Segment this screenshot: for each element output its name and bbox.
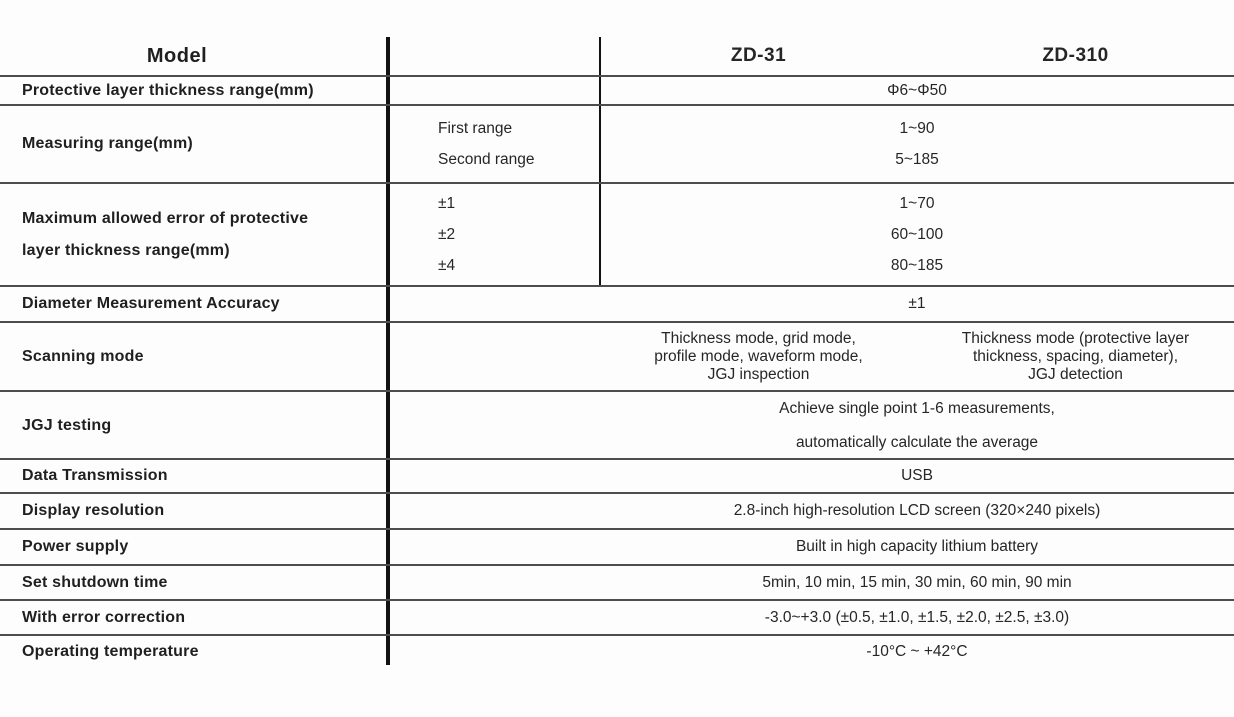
row-label-cell — [0, 77, 388, 104]
sub-label: First range — [438, 120, 513, 137]
row-label-cell — [0, 601, 388, 634]
spec-value: 1~90 — [899, 120, 935, 137]
spec-value: 5~185 — [895, 151, 939, 168]
row-label: Protective layer thickness range(mm) — [22, 81, 314, 99]
table-row-error-correction — [0, 599, 1234, 634]
row-value-cell — [600, 566, 1234, 599]
row-label-cell — [0, 287, 388, 321]
header-model-label: Model — [146, 44, 208, 67]
spec-value: 2.8-inch high-resolution LCD screen (320×240 pixels) — [733, 502, 1101, 519]
row-label-cell — [0, 460, 388, 492]
table-row-measuring — [0, 104, 1234, 182]
row-label: Measuring range(mm) — [22, 135, 193, 152]
row-sub-cell — [388, 106, 600, 182]
row-label: Operating temperature — [22, 643, 199, 660]
spec-value: 5min, 10 min, 15 min, 30 min, 60 min, 90 min — [762, 573, 1072, 591]
spec-value: 60~100 — [890, 226, 944, 243]
row-value-cell — [600, 530, 1234, 564]
row-value-cell — [600, 323, 1234, 390]
row-value-cell — [600, 287, 1234, 321]
table-header-row — [0, 37, 1234, 75]
row-value-cell — [600, 106, 1234, 182]
row-label: Diameter Measurement Accuracy — [22, 295, 280, 312]
sub-label: Second range — [438, 151, 535, 168]
spec-value: automatically calculate the average — [795, 434, 1039, 451]
table-row-protective — [0, 75, 1234, 104]
row-label: JGJ testing — [22, 417, 112, 434]
spec-value-zd31: Thickness mode, grid mode, profile mode, waveform mode, JGJ inspection — [654, 329, 863, 383]
spec-table — [0, 37, 1234, 668]
row-value-cell — [600, 636, 1234, 668]
table-row-power — [0, 528, 1234, 564]
spec-value: Built in high capacity lithium battery — [795, 538, 1039, 555]
row-label-cell — [0, 494, 388, 528]
row-label: Display resolution — [22, 502, 165, 519]
row-label: Data Transmission — [22, 467, 168, 484]
row-label: With error correction — [22, 608, 186, 626]
spec-value: Φ6~Φ50 — [887, 81, 947, 99]
header-models-cell — [600, 37, 1234, 75]
spec-value-zd310: Thickness mode (protective layer thickness, spacing, diameter), JGJ detection — [961, 329, 1190, 383]
row-value-cell — [600, 494, 1234, 528]
header-empty-cell — [388, 37, 600, 75]
spec-value: 1~70 — [899, 195, 935, 212]
table-row-max-error — [0, 182, 1234, 285]
row-label-cell — [0, 323, 388, 390]
table-row-operating-temp — [0, 634, 1234, 668]
row-value-cell — [600, 77, 1234, 104]
spec-value: -10°C ~ +42°C — [866, 643, 968, 660]
sub-label: ±2 — [438, 226, 456, 243]
spec-value: USB — [901, 467, 933, 484]
row-value-cell — [600, 184, 1234, 285]
row-label: Set shutdown time — [22, 573, 168, 591]
row-label-cell — [0, 636, 388, 668]
row-label-cell — [0, 530, 388, 564]
header-zd310-label: ZD-310 — [1042, 45, 1109, 66]
spec-value: 80~185 — [890, 257, 944, 274]
spec-value: -3.0~+3.0 (±0.5, ±1.0, ±1.5, ±2.0, ±2.5, ±3.0) — [764, 608, 1070, 626]
row-value-cell — [600, 392, 1234, 460]
table-row-shutdown — [0, 564, 1234, 599]
row-label-cell — [0, 566, 388, 599]
spec-value: ±1 — [908, 295, 926, 312]
header-zd31-label: ZD-31 — [730, 45, 787, 66]
row-label-cell — [0, 184, 388, 285]
table-row-jgj — [0, 390, 1234, 458]
row-label: Maximum allowed error of protective layer thickness range(mm) — [22, 209, 309, 259]
row-value-cell — [600, 460, 1234, 492]
row-sub-cell — [388, 184, 600, 285]
header-model-cell — [0, 37, 332, 75]
row-label: Scanning mode — [22, 347, 144, 365]
row-label: Power supply — [22, 538, 129, 555]
sub-label: ±4 — [438, 257, 456, 274]
row-value-cell — [600, 601, 1234, 634]
table-row-scanning — [0, 321, 1234, 390]
table-row-diameter — [0, 285, 1234, 321]
table-row-display — [0, 492, 1234, 528]
row-label-cell — [0, 392, 388, 460]
sub-label: ±1 — [438, 195, 456, 212]
table-row-data-transmission — [0, 458, 1234, 492]
row-label-cell — [0, 106, 388, 182]
spec-value: Achieve single point 1-6 measurements, — [779, 400, 1055, 417]
